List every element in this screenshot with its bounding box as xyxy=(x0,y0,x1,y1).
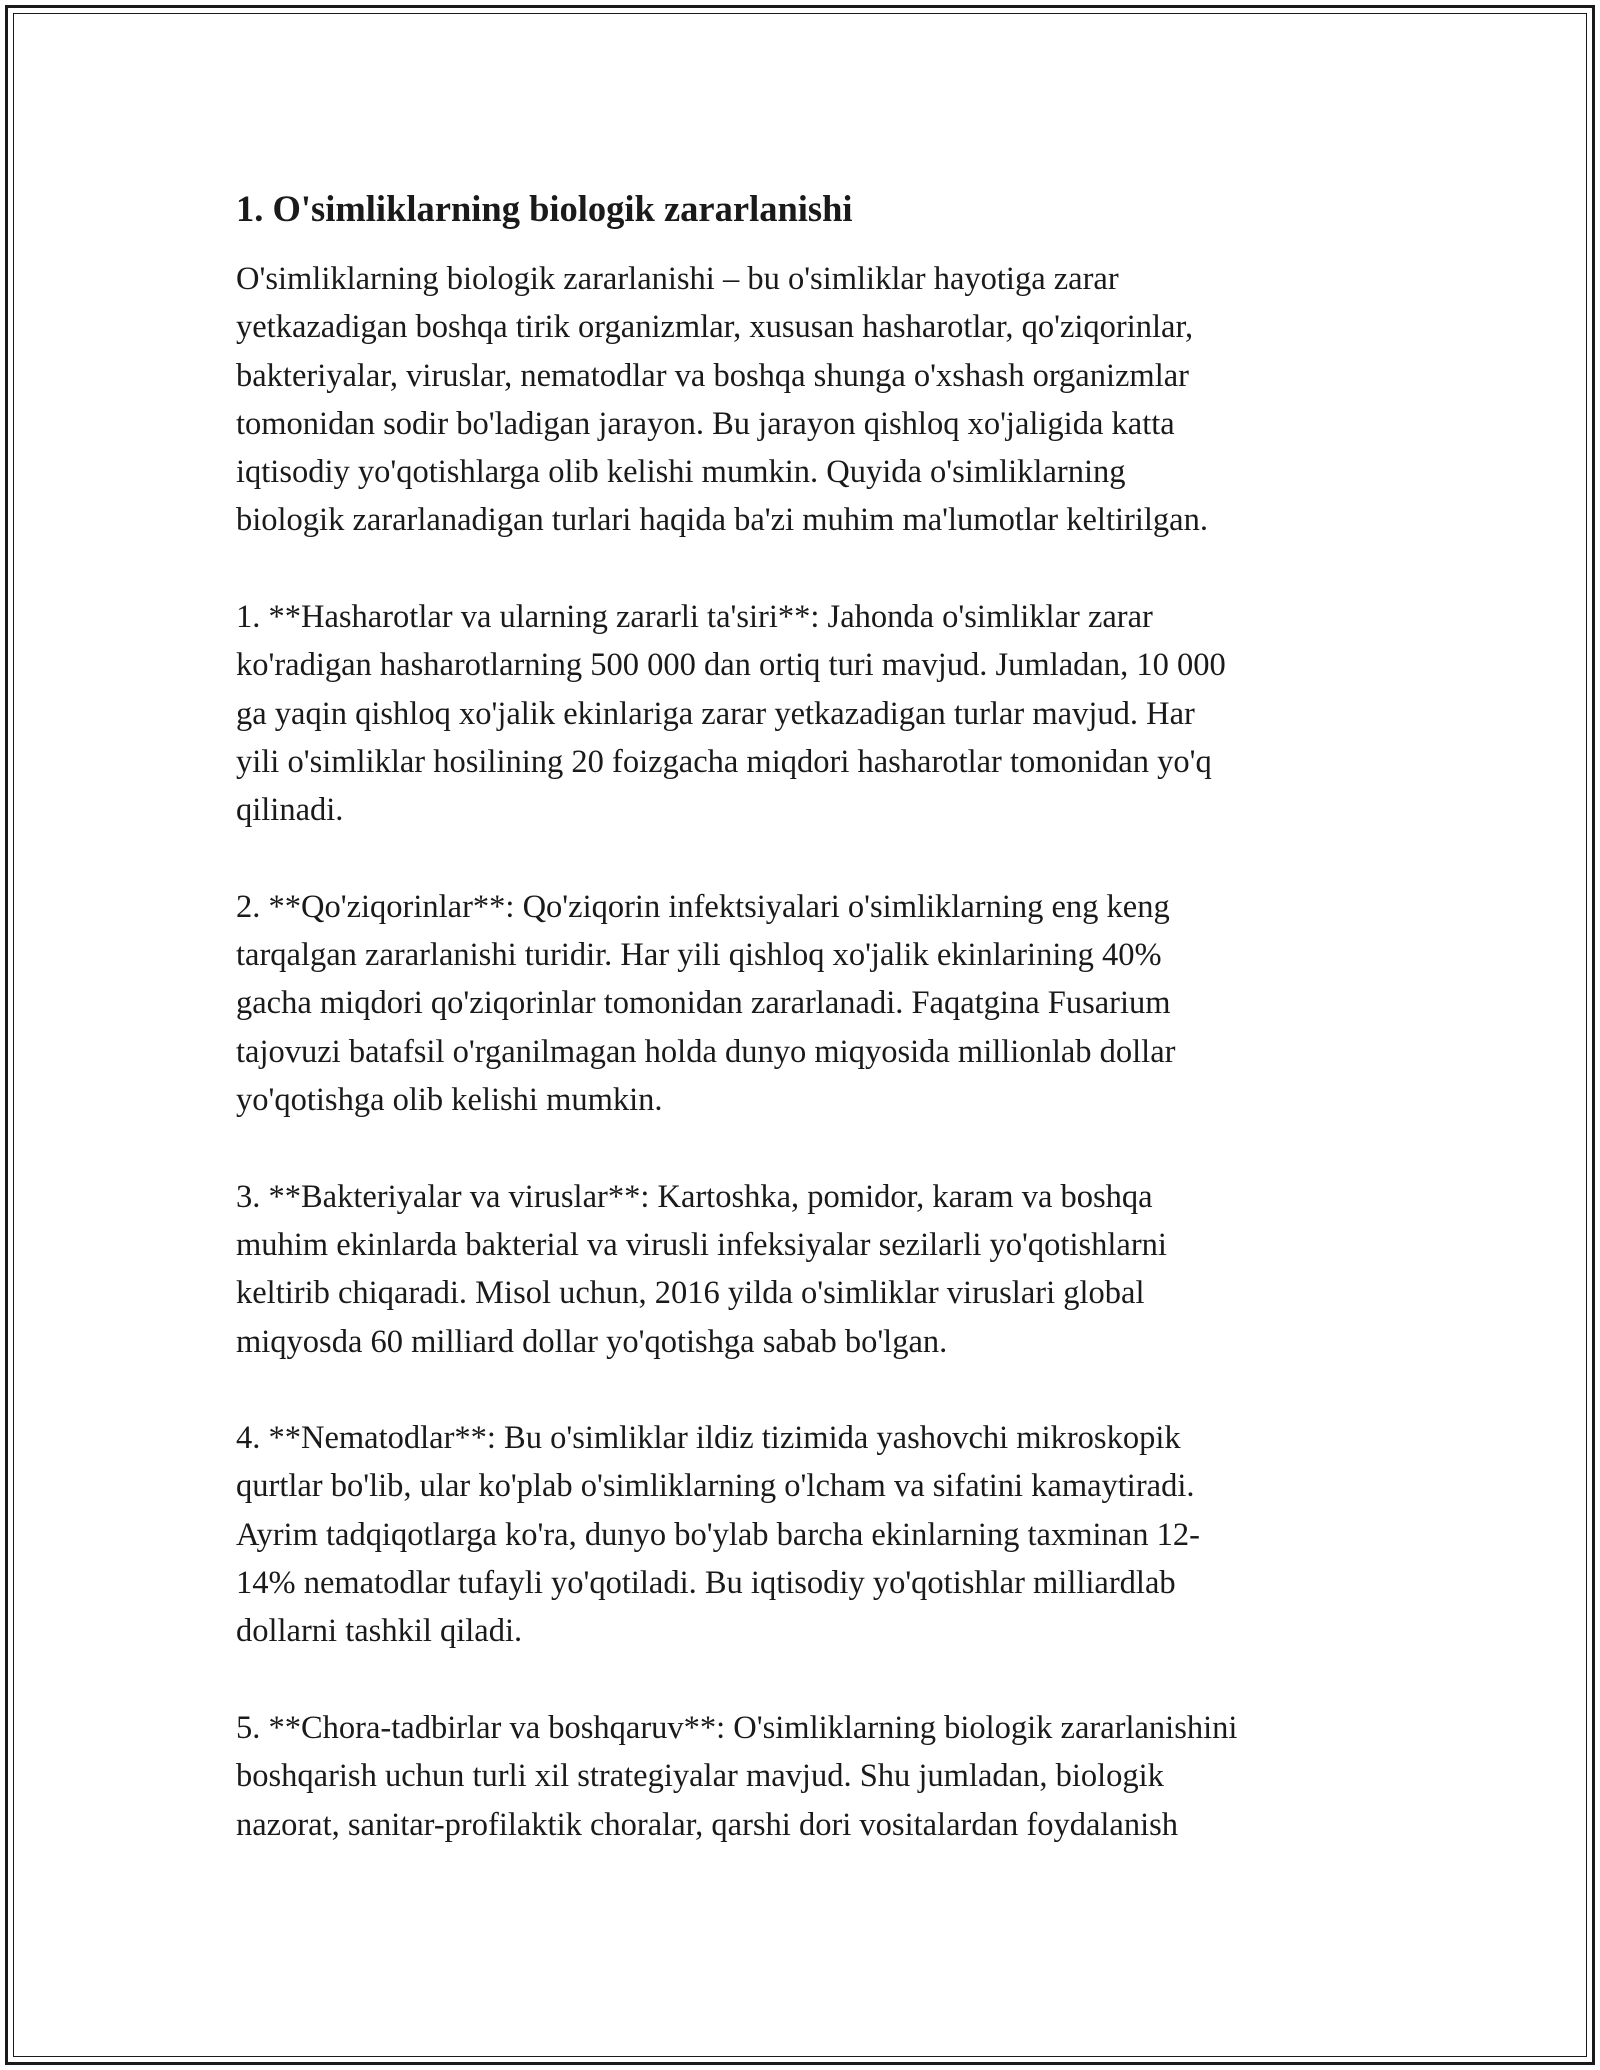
paragraph-line: gacha miqdori qo'ziqorinlar tomonidan zararlanadi. Faqatgina Fusarium xyxy=(236,985,1171,1022)
paragraph-line: 14% nematodlar tufayli yo'qotiladi. Bu iqtisodiy yo'qotishlar milliardlab xyxy=(236,1565,1176,1602)
paragraph-line: yetkazadigan boshqa tirik organizmlar, xususan hasharotlar, qo'ziqorinlar, xyxy=(236,309,1194,346)
document-body xyxy=(236,185,1376,1897)
paragraph-line: dollarni tashkil qiladi. xyxy=(236,1613,523,1650)
paragraph-line: biologik zararlanadigan turlari haqida ba'zi muhim ma'lumotlar keltirilgan. xyxy=(236,502,1208,539)
paragraph-line: bakteriyalar, viruslar, nematodlar va boshqa shunga o'xshash organizmlar xyxy=(236,357,1189,394)
paragraph-line: ga yaqin qishloq xo'jalik ekinlariga zarar yetkazadigan turlar mavjud. Har xyxy=(236,695,1195,732)
document-heading: 1. O'simliklarning biologik zararlanishi xyxy=(236,188,853,229)
intro-paragraph xyxy=(236,255,1376,545)
paragraph-line: nazorat, sanitar-profilaktik choralar, qarshi dori vositalardan foydalanish xyxy=(236,1806,1179,1843)
paragraph-line: iqtisodiy yo'qotishlarga olib kelishi mumkin. Quyida o'simliklarning xyxy=(236,454,1126,491)
paragraph-line: qilinadi. xyxy=(236,792,344,829)
paragraph-line: tajovuzi batafsil o'rganilmagan holda dunyo miqyosida millionlab dollar xyxy=(236,1033,1176,1070)
paragraph-line: qurtlar bo'lib, ular ko'plab o'simliklarning o'lcham va sifatini kamaytiradi. xyxy=(236,1468,1195,1505)
paragraph-line: 5. **Chora-tadbirlar va boshqaruv**: O'simliklarning biologik zararlanishini xyxy=(236,1709,1238,1746)
paragraph-line: muhim ekinlarda bakterial va virusli infeksiyalar sezilarli yo'qotishlarni xyxy=(236,1226,1167,1263)
paragraph-line: Ayrim tadqiqotlarga ko'ra, dunyo bo'ylab barcha ekinlarning taxminan 12- xyxy=(236,1516,1200,1553)
paragraph-line: 3. **Bakteriyalar va viruslar**: Kartoshka, pomidor, karam va boshqa xyxy=(236,1178,1153,1215)
paragraph-line: yili o'simliklar hosilining 20 foizgacha miqdori hasharotlar tomonidan yo'q xyxy=(236,743,1212,780)
paragraph-line: tarqalgan zararlanishi turidir. Har yili qishloq xo'jalik ekinlarining 40% xyxy=(236,937,1162,974)
paragraph-line: tomonidan sodir bo'ladigan jarayon. Bu jarayon qishloq xo'jaligida katta xyxy=(236,405,1175,442)
paragraph-line: O'simliklarning biologik zararlanishi – bu o'simliklar hayotiga zarar xyxy=(236,261,1119,297)
fungi-paragraph xyxy=(236,883,1376,1124)
paragraph-line: yo'qotishga olib kelishi mumkin. xyxy=(236,1082,663,1119)
nematodes-paragraph xyxy=(236,1414,1376,1655)
insects-paragraph xyxy=(236,593,1376,834)
paragraph-line: miqyosda 60 milliard dollar yo'qotishga sabab bo'lgan. xyxy=(236,1323,948,1360)
paragraph-line: 4. **Nematodlar**: Bu o'simliklar ildiz tizimida yashovchi mikroskopik xyxy=(236,1420,1181,1457)
paragraph-line: 1. **Hasharotlar va ularning zararli ta'siri**: Jahonda o'simliklar zarar xyxy=(236,599,1153,636)
paragraph-line: boshqarish uchun turli xil strategiyalar mavjud. Shu jumladan, biologik xyxy=(236,1758,1164,1795)
paragraph-line: 2. **Qo'ziqorinlar**: Qo'ziqorin infektsiyalari o'simliklarning eng keng xyxy=(236,888,1170,925)
paragraph-line: keltirib chiqaradi. Misol uchun, 2016 yilda o'simliklar viruslari global xyxy=(236,1275,1145,1312)
bacteria-viruses-paragraph xyxy=(236,1173,1376,1366)
paragraph-line: ko'radigan hasharotlarning 500 000 dan ortiq turi mavjud. Jumladan, 10 000 xyxy=(236,647,1226,684)
measures-paragraph xyxy=(236,1704,1376,1849)
